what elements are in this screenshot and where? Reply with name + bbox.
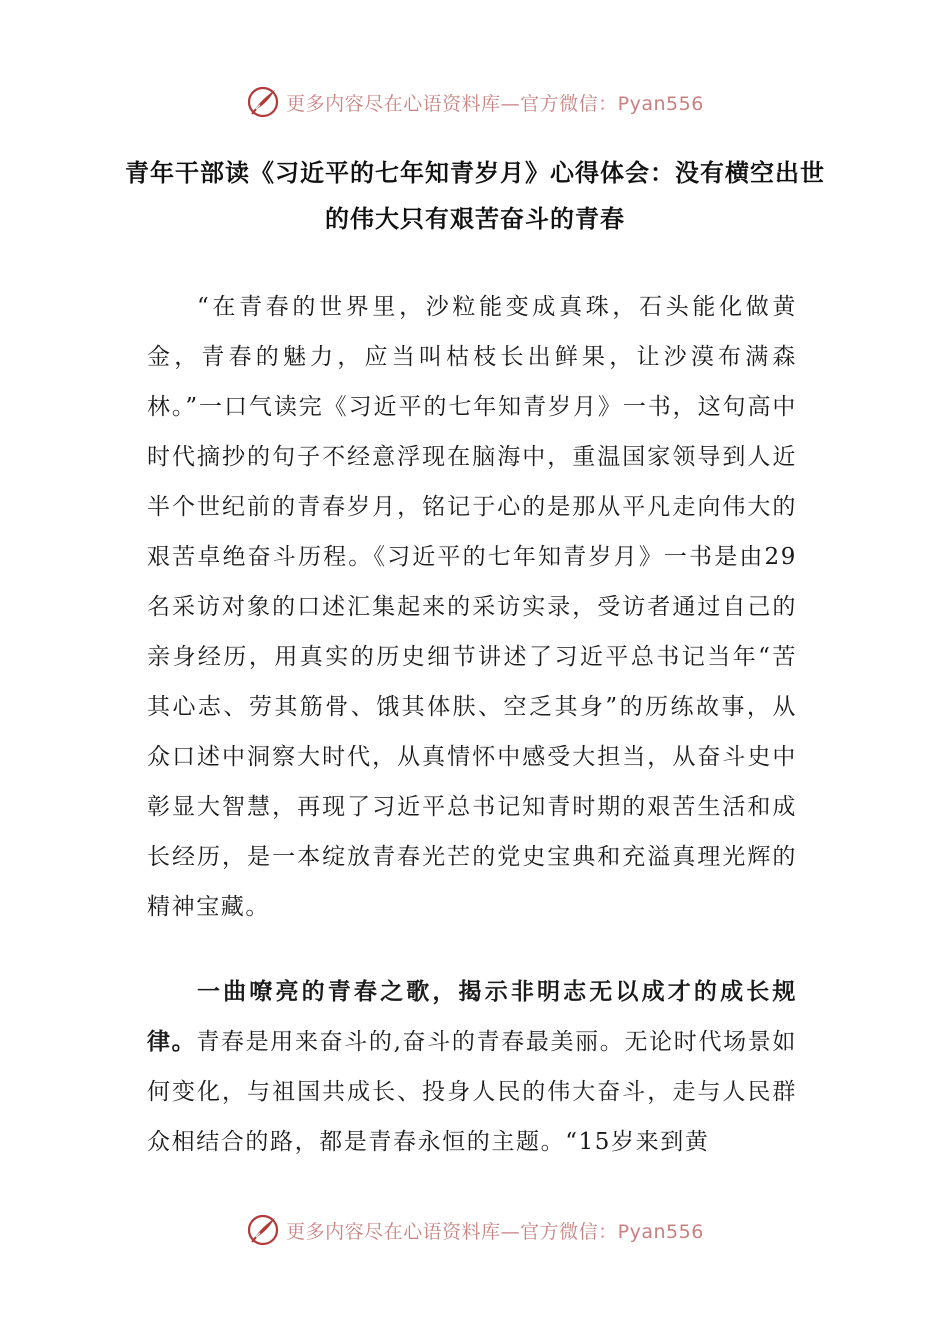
banner-text: 更多内容尽在心语资料库—官方微信：Pyan556	[286, 92, 704, 115]
paragraph-2	[147, 967, 797, 1167]
quill-logo-icon	[246, 1213, 280, 1247]
banner-text: 更多内容尽在心语资料库—官方微信：Pyan556	[286, 1220, 704, 1243]
banner-wechat-id: Pyan556	[617, 92, 704, 115]
document-title: 青年干部读《习近平的七年知青岁月》心得体会：没有横空出世的伟大只有艰苦奋斗的青春	[125, 159, 825, 233]
paragraph-2-lead: 一曲嘹亮的青春之歌，揭示非明志无以成才的成长规律。	[147, 979, 797, 1055]
banner-wechat-id: Pyan556	[617, 1220, 704, 1243]
paragraph-2-body: 青春是用来奋斗的,奋斗的青春最美丽。无论时代场景如何变化，与祖国共成长、投身人民的伟大奋斗，走与人民群众相结合的路，都是青春永恒的主题。“15岁来到黄	[147, 1029, 798, 1155]
paragraph-1: “在青春的世界里，沙粒能变成真珠，石头能化做黄金，青春的魅力，应当叫枯枝长出鲜果，让沙漠布满森林。”一口气读完《习近平的七年知青岁月》一书，这句高中时代摘抄的句子不经意浮现在脑海中，重温国家领导到人近半个世纪前的青春岁月，铭记于心的是那从平凡走向伟大的艰苦卓绝奋斗历程。《习近平的七年知青岁月》一书是由29名采访对象的口述汇集起来的采访实录，受访者通过自己的亲身经历，用真实的历史细节讲述了习近平总书记当年“苦其心志、劳其筋骨、饿其体肤、空乏其身”的历练故事，从众口述中洞察大时代，从真情怀中感受大担当，从奋斗史中彰显大智慧，再现了习近平总书记知青时期的艰苦生活和成长经历，是一本绽放青春光芒的党史宝典和充溢真理光辉的精神宝藏。	[147, 294, 797, 920]
footer-banner	[0, 1210, 950, 1250]
header-banner	[0, 82, 950, 122]
quill-logo-icon	[246, 85, 280, 119]
